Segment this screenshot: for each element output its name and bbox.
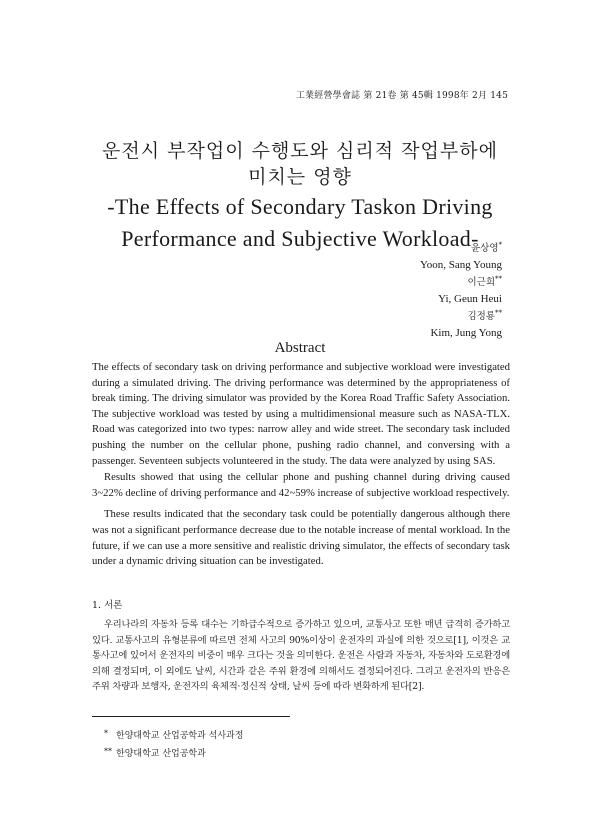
abstract-body [92,360,510,570]
footnotes [104,726,243,762]
author-name-korean: 김정룡** [467,308,502,322]
affiliation-mark: ** [495,308,502,317]
title-english-line-1: -The Effects of Secondary Taskon Driving [107,194,493,219]
running-head: 工業經營學會誌 第 21卷 第 45輯 1998年 2月 145 [295,91,508,101]
footnote [104,744,243,762]
author-name-english: Kim, Jung Yong [430,327,502,339]
title-english-line-2: Performance and Subjective Workload- [121,226,479,251]
title-korean-line-2: 미치는 영향 [248,166,352,188]
footnote-mark: ** [104,747,112,756]
affiliation-mark: ** [495,274,502,283]
author-list [420,240,502,342]
abstract-paragraph: Results showed that using the cellular phone and pushing channel during driving caused 3~22% decline of driving performance and 42~59% increase of subjective workload respectively. [92,471,510,499]
author-name-english: Yoon, Sang Young [419,259,502,271]
abstract-paragraph: These results indicated that the secondary task could be potentially dangerous although there was not a significant performance decrease due to the notable increase of mental workload. In the future, if we can use a more sensitive and realistic driving simulator, the effects of secondary task under a dynamic driving situation can be investigated. [92,508,510,568]
footnote-text: 한양대학교 산업공학과 석사과정 [116,731,244,741]
section-heading: 1. 서론 [92,600,123,611]
affiliation-mark: * [498,240,502,249]
abstract-heading: Abstract [274,340,326,356]
author-name-korean: 이근희** [467,274,502,288]
footnote-divider [92,716,290,717]
footnote [104,726,243,744]
introduction-section [92,598,510,694]
paper-title [0,138,600,254]
section-paragraph: 우리나라의 자동차 등록 대수는 기하급수적으로 증가하고 있으며, 교통사고 또한 매년 급격히 증가하고 있다. 교통사고의 유형분류에 따르면 전체 사고의 90%이상이 운전자의 과실에 의한 것으로[1], 이것은 교통사고에 있어서 운전자의 비중이 매우 크다는 것을 의미한다. 운전은 사람과 자동차, 자동차와 도로환경에 의해 결정되며, 이 외에도 날씨, 시간과 같은 주위 환경에 의해서도 결정되어진다. 그리고 운전자의 반응은 주위 차량과 보행자, 운전자의 육체적·정신적 상태, 날씨 등에 따라 변화하게 된다[2]. [92,619,510,693]
author-name-english: Yi, Geun Heui [438,293,502,305]
author-name-korean: 윤상영* [470,240,502,254]
abstract-paragraph: The effects of secondary task on driving performance and subjective workload were investigated during a simulated driving. The driving performance was determined by the appropriateness of break timing. The driving simulator was provided by the Korea Road Traffic Safety Association. The subjective workload was tested by using a multidimensional measure such as NASA-TLX. Road was categorized into two types: narrow alley and wide street. The secondary task included pushing the number on the cellular phone, pushing radio channel, and conversing with a passenger. Seventeen subjects volunteered in the study. The data were analyzed by using SAS. [92,361,510,467]
footnote-text: 한양대학교 산업공학과 [116,749,206,759]
footnote-mark: * [104,729,108,738]
title-korean-line-1: 운전시 부작업이 수행도와 심리적 작업부하에 [102,140,498,162]
